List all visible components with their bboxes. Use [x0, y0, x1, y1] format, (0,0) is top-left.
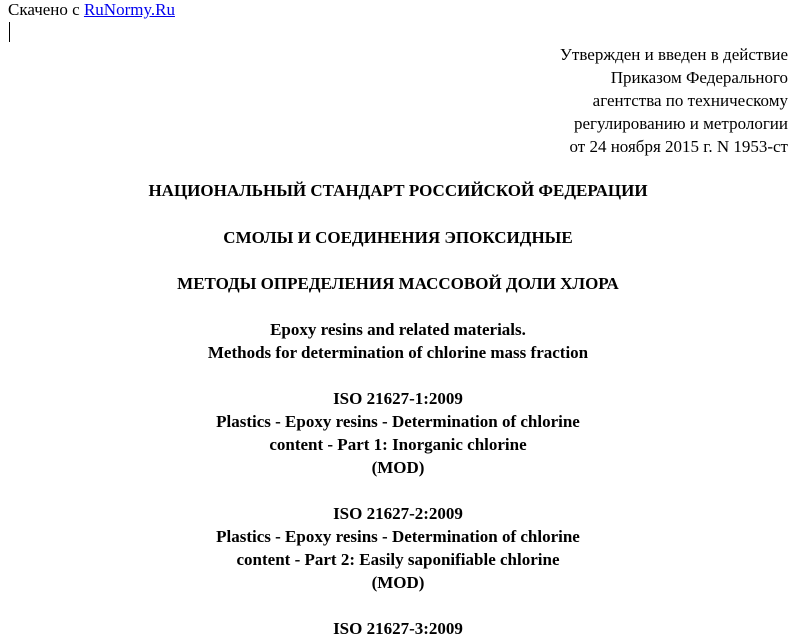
source-line [8, 0, 175, 20]
methods-title: МЕТОДЫ ОПРЕДЕЛЕНИЯ МАССОВОЙ ДОЛИ ХЛОРА [177, 274, 619, 293]
text-cursor [9, 22, 10, 42]
approval-line: Приказом Федерального [610, 68, 788, 87]
source-prefix: Скачено с [8, 0, 84, 19]
iso-code: ISO 21627-1:2009 [333, 389, 463, 408]
english-title-line: Methods for determination of chlorine mass fraction [207, 343, 589, 362]
source-link[interactable]: RuNormy.Ru [83, 0, 175, 19]
methods-heading [0, 272, 790, 295]
english-title-line: Epoxy resins and related materials. [270, 320, 526, 339]
iso-mod-marker: (MOD) [371, 458, 425, 477]
iso-mod-marker: (MOD) [371, 573, 425, 592]
approval-line: Утвержден и введен в действие [559, 45, 788, 64]
iso-title-line: content - Part 1: Inorganic chlorine [269, 435, 527, 454]
iso-title-line: content - Part 2: Easily saponifiable chlorine [236, 550, 560, 569]
iso-code: ISO 21627-2:2009 [333, 504, 463, 523]
iso-ref-block-1 [0, 387, 790, 479]
iso-code: ISO 21627-3:2009 [333, 619, 463, 638]
approval-line: от 24 ноября 2015 г. N 1953-ст [569, 137, 788, 156]
iso-title-line: Plastics - Epoxy resins - Determination of chlorine [216, 527, 580, 546]
english-title-block [0, 318, 790, 364]
approval-line: агентства по техническому [592, 91, 788, 110]
iso-ref-block-2 [0, 502, 790, 594]
approval-line: регулированию и метрологии [573, 114, 788, 133]
iso-ref-block-3 [0, 617, 790, 640]
subject-heading [0, 226, 790, 249]
national-standard-title: НАЦИОНАЛЬНЫЙ СТАНДАРТ РОССИЙСКОЙ ФЕДЕРАЦИИ [148, 181, 648, 200]
national-standard-heading [0, 179, 790, 202]
approval-block [428, 43, 788, 158]
subject-title: СМОЛЫ И СОЕДИНЕНИЯ ЭПОКСИДНЫЕ [223, 228, 573, 247]
iso-title-line: Plastics - Epoxy resins - Determination of chlorine [216, 412, 580, 431]
